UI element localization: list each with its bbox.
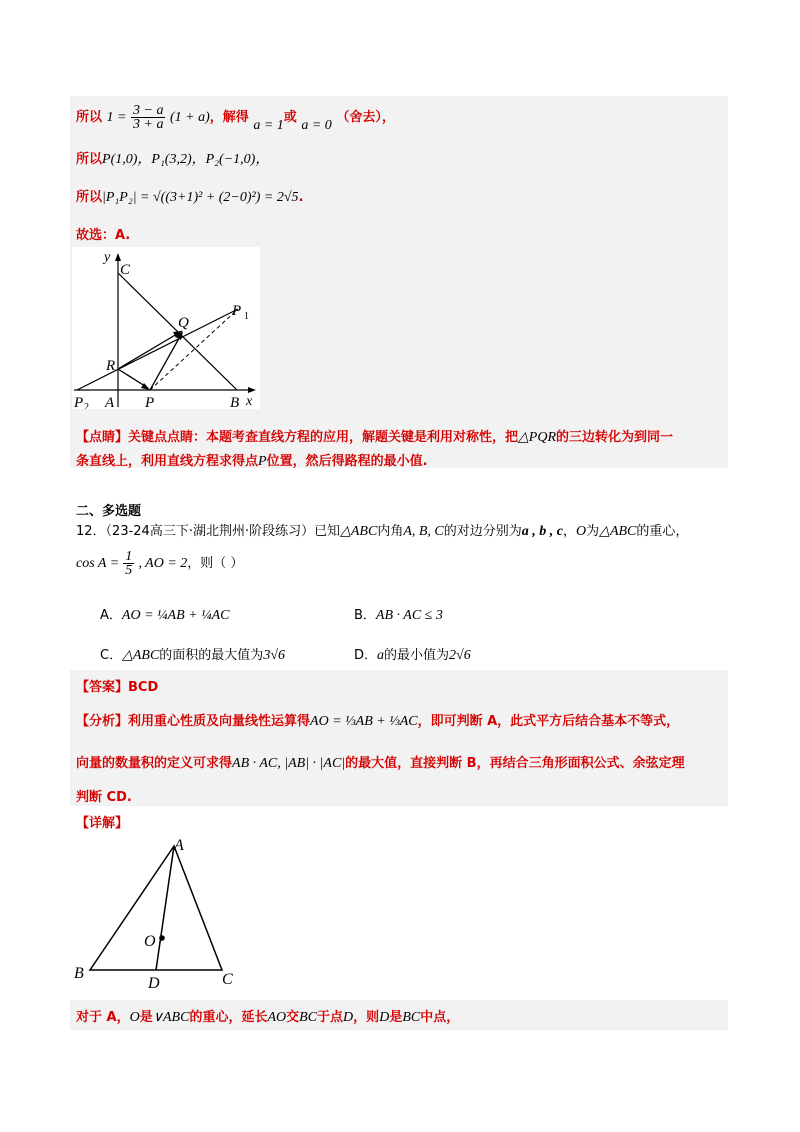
sol-line-3: 所以|P₁P₂| = √((3+1)² + (2−0)²) = 2√5. [76,190,304,205]
sol-line-1: 所以 1 = $\frac{3 - a}{3 + a}$ (1 + a)，解得 a = 1或 a = 0 （舍去）， [76,103,395,133]
svg-text:O: O [144,933,156,950]
svg-text:A: A [174,837,184,854]
option-d: D．a的最小值为2√6 [354,648,471,663]
svg-text:R: R [106,358,116,374]
figure-2-diagram [72,834,240,994]
analysis-line-1: 【分析】利用重心性质及向量线性运算得AO = ⅓AB + ⅓AC，即可判断 A，此式平方后结合基本不等式， [76,714,680,729]
svg-text:C: C [120,262,131,278]
svg-text:x: x [246,394,253,409]
centroid-dot [159,935,165,941]
analysis-line-2: 向量的数量积的定义可求得AB · AC, |AB| · |AC|的最大值，直接判断 B，再结合三角形面积公式、余弦定理 [76,756,685,771]
svg-text:P: P [145,395,155,409]
note-line-1: 【点睛】关键点点睛：本题考查直线方程的应用，解题关键是利用对称性，把△PQR的三边转化为到同一 [76,430,674,445]
svg-text:A: A [105,395,115,409]
svg-text:C: C [222,971,233,988]
answer-row: 【答案】BCD [76,680,159,695]
section-heading: 二、多选题 [76,504,142,519]
svg-text:D: D [148,975,160,992]
question-line-2: cos A = $\frac{1}{5}$ , AO = 2，则（ ） [76,549,244,578]
option-c: C．△ABC的面积的最大值为3√6 [100,648,285,663]
svg-text:P: P [74,395,84,409]
answer-line: 故选：A. [76,228,131,243]
note-line-2: 条直线上，利用直线方程求得点P位置，然后得路程的最小值. [76,454,428,469]
svg-text:B: B [74,965,84,982]
svg-text:2: 2 [84,402,89,409]
option-b: B．AB · AC ≤ 3 [354,608,443,623]
sol-line-2: 所以P(1,0)，P₁(3,2)，P₂(−1,0)， [76,152,270,167]
svg-text:y: y [104,250,111,265]
svg-text:1: 1 [244,311,249,322]
option-a: A．AO = ¼AB + ¼AC [100,608,230,623]
svg-text:B: B [230,395,240,409]
solution-block [70,670,728,806]
question-line-1: 12．（23-24高三下·湖北荆州·阶段练习）已知△ABC内角A, B, C的对边分别为a , b , c，O为△ABC的重心， [76,524,689,539]
svg-text:Q: Q [178,315,189,331]
last-line: 对于 A，O是∨ABC的重心，延长AO交BC于点D，则D是BC中点， [76,1010,460,1025]
figure-1-diagram [72,247,260,409]
detail-label: 【详解】 [76,816,129,831]
analysis-line-3: 判断 CD. [76,790,132,805]
fraction: $\frac{3 - a}{3 + a}$ [133,103,164,132]
svg-text:P: P [232,303,242,319]
